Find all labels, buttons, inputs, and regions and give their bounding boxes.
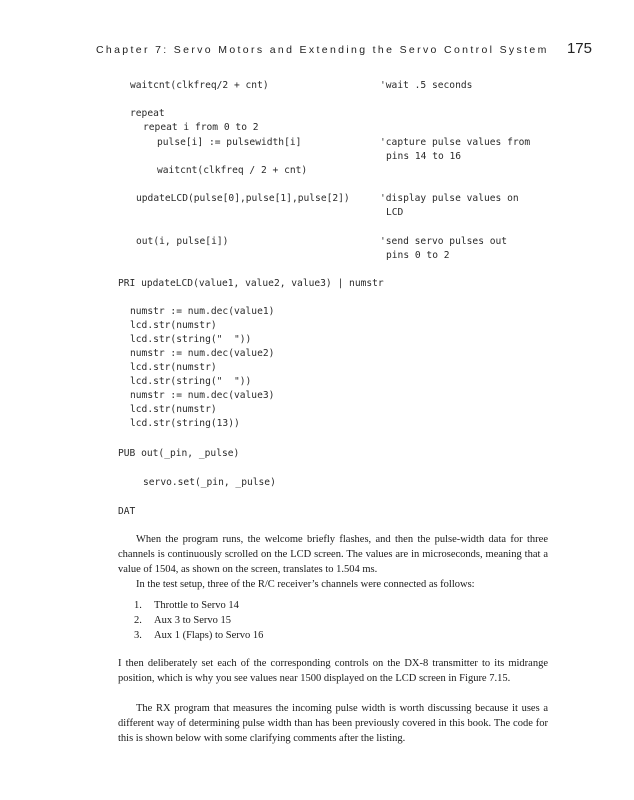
paragraph: The RX program that measures the incoming pulse width is worth discussing because it uses a different way of determining pulse width than has been previously covered in this book. The code for this is shown below with some clarifying comments after the listing. — [118, 703, 548, 744]
code-line: lcd.str(string(13)) — [130, 418, 240, 429]
list-text: Aux 1 (Flaps) to Servo 16 — [154, 630, 264, 641]
list-number: 1. — [134, 600, 142, 611]
list-text: Throttle to Servo 14 — [154, 600, 239, 611]
code-line: servo.set(_pin, _pulse) — [143, 477, 276, 488]
code-line: PRI updateLCD(value1, value2, value3) | numstr — [118, 278, 384, 289]
code-line: out(i, pulse[i]) — [136, 236, 229, 247]
code-line: numstr := num.dec(value1) — [130, 306, 275, 317]
code-comment: 'send servo pulses out — [380, 236, 508, 247]
chapter-title: Chapter 7: Servo Motors and Extending the Servo Control System — [96, 44, 549, 56]
paragraph: When the program runs, the welcome briefly flashes, and then the pulse-width data for three channels is continuously scrolled on the LCD screen. The values are in microseconds, meaning that a value of 1504, as shown on the screen, translates to 1.504 ms. — [118, 534, 548, 575]
code-line: waitcnt(clkfreq/2 + cnt) — [130, 80, 269, 91]
code-comment: LCD — [386, 207, 404, 218]
list-item — [134, 628, 263, 643]
list-number: 3. — [134, 630, 142, 641]
list-item — [134, 598, 239, 613]
code-line: lcd.str(string(" ")) — [130, 376, 252, 387]
list-number: 2. — [134, 615, 142, 626]
code-comment: pins 14 to 16 — [386, 151, 462, 162]
code-comment: 'display pulse values on — [380, 193, 519, 204]
paragraph: In the test setup, three of the R/C receiver’s channels were connected as follows: — [136, 579, 475, 590]
code-comment: 'wait .5 seconds — [380, 80, 473, 91]
code-line: repeat i from 0 to 2 — [143, 122, 259, 133]
page-header — [96, 40, 592, 64]
code-line: numstr := num.dec(value2) — [130, 348, 275, 359]
code-line: PUB out(_pin, _pulse) — [118, 448, 240, 459]
list-text: Aux 3 to Servo 15 — [154, 615, 231, 626]
code-line: DAT — [118, 506, 136, 517]
code-line: numstr := num.dec(value3) — [130, 390, 275, 401]
code-comment: 'capture pulse values from — [380, 137, 531, 148]
list-item — [134, 613, 231, 628]
paragraph: I then deliberately set each of the corresponding controls on the DX-8 transmitter to its midrange position, which is why you see values near 1500 displayed on the LCD screen in Figure 7.15. — [118, 658, 548, 684]
code-line: lcd.str(string(" ")) — [130, 334, 252, 345]
page-number: 175 — [566, 40, 592, 57]
code-line: lcd.str(numstr) — [130, 320, 217, 331]
code-line: updateLCD(pulse[0],pulse[1],pulse[2]) — [136, 193, 350, 204]
code-line: lcd.str(numstr) — [130, 404, 217, 415]
code-comment: pins 0 to 2 — [386, 250, 450, 261]
code-line: repeat — [130, 108, 165, 119]
code-line: waitcnt(clkfreq / 2 + cnt) — [157, 165, 308, 176]
code-line: lcd.str(numstr) — [130, 362, 217, 373]
code-line: pulse[i] := pulsewidth[i] — [157, 137, 302, 148]
